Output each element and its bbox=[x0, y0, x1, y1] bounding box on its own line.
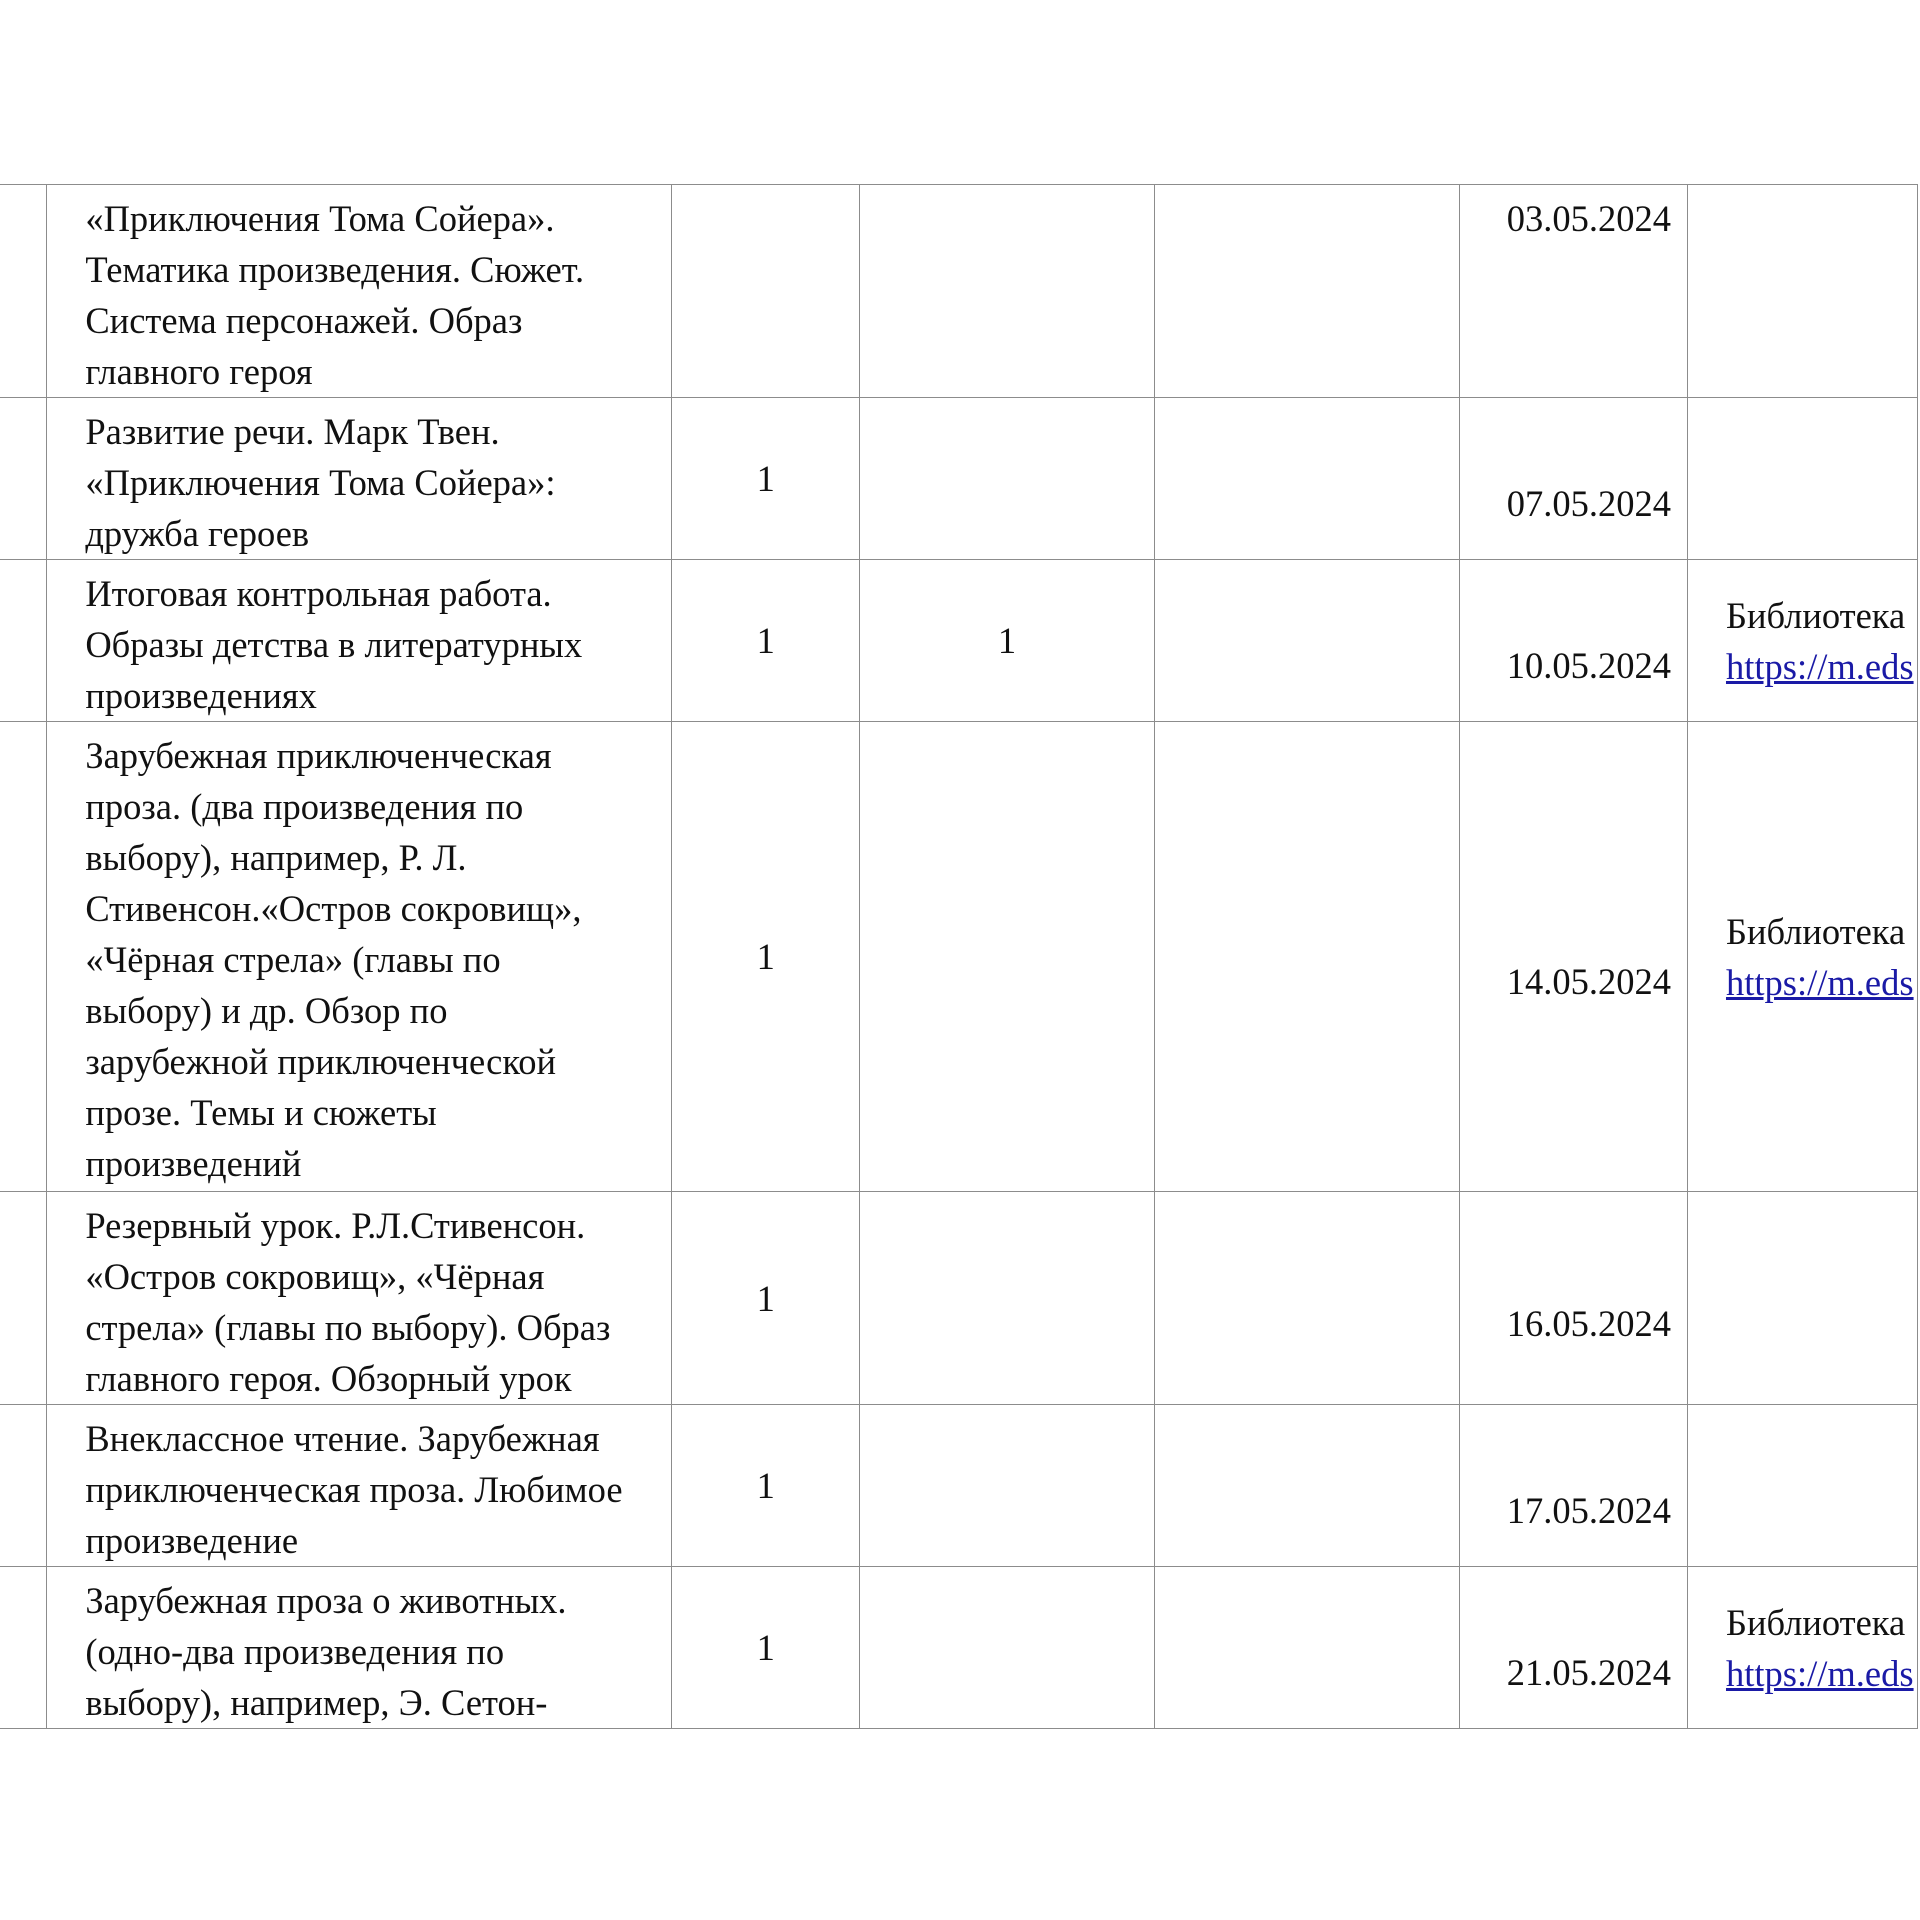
topic-cell bbox=[47, 722, 672, 1192]
control-work-cell bbox=[860, 722, 1155, 1192]
resource-cell bbox=[1687, 185, 1917, 398]
practical-work-cell bbox=[1155, 722, 1460, 1192]
hours-cell: 1 bbox=[672, 1567, 860, 1729]
row-number-cell bbox=[0, 1567, 47, 1729]
topic-text: «Приключения Тома Сойера». Тематика произведения. Сюжет. Система персонажей. Образ главного героя bbox=[85, 198, 585, 392]
table-row bbox=[0, 560, 1918, 722]
practical-work-cell bbox=[1155, 1192, 1460, 1405]
date-cell bbox=[1459, 1192, 1687, 1405]
resource-cell bbox=[1687, 1405, 1917, 1567]
control-work-cell bbox=[860, 1567, 1155, 1729]
practical-work-cell bbox=[1155, 398, 1460, 560]
date-cell bbox=[1459, 1567, 1687, 1729]
lesson-date: 16.05.2024 bbox=[1506, 1302, 1671, 1344]
resource-label: Библиотека bbox=[1725, 594, 1906, 636]
table-row bbox=[0, 1192, 1918, 1405]
practical-work-cell bbox=[1155, 1405, 1460, 1567]
resource-link[interactable]: https://m.eds bbox=[1725, 1652, 1914, 1694]
topic-text: Развитие речи. Марк Твен. «Приключения Тома Сойера»: дружба героев bbox=[85, 411, 556, 554]
row-number-cell bbox=[0, 185, 47, 398]
resource-link[interactable]: https://m.eds bbox=[1725, 645, 1914, 687]
topic-text: Резервный урок. Р.Л.Стивенсон. «Остров сокровищ», «Чёрная стрела» (главы по выбору). Образ главного героя. Обзорный урок bbox=[85, 1205, 611, 1399]
hours-cell: 1 bbox=[672, 722, 860, 1192]
practical-work-cell bbox=[1155, 185, 1460, 398]
row-number-cell bbox=[0, 1405, 47, 1567]
resource-label: Библиотека bbox=[1725, 1601, 1906, 1643]
row-number-cell bbox=[0, 1192, 47, 1405]
control-work-cell: 1 bbox=[860, 560, 1155, 722]
resource-label: Библиотека bbox=[1725, 910, 1906, 952]
topic-cell bbox=[47, 185, 672, 398]
topic-cell bbox=[47, 1567, 672, 1729]
table-row bbox=[0, 398, 1918, 560]
date-cell bbox=[1459, 560, 1687, 722]
hours-cell bbox=[672, 185, 860, 398]
resource-link[interactable]: https://m.eds bbox=[1725, 961, 1914, 1003]
topic-cell bbox=[47, 1405, 672, 1567]
lesson-date: 21.05.2024 bbox=[1506, 1652, 1671, 1693]
date-cell bbox=[1459, 185, 1687, 398]
practical-work-cell bbox=[1155, 560, 1460, 722]
control-work-cell bbox=[860, 398, 1155, 560]
lesson-date: 17.05.2024 bbox=[1506, 1490, 1671, 1531]
table-row bbox=[0, 1405, 1918, 1567]
lesson-date: 03.05.2024 bbox=[1506, 198, 1671, 239]
practical-work-cell bbox=[1155, 1567, 1460, 1729]
lesson-date: 07.05.2024 bbox=[1506, 483, 1671, 524]
topic-text: Зарубежная проза о животных. (одно-два произведения по выбору), например, Э. Сетон- bbox=[85, 1580, 567, 1723]
table-row bbox=[0, 722, 1918, 1192]
resource-cell bbox=[1687, 398, 1917, 560]
hours-cell: 1 bbox=[672, 560, 860, 722]
control-work-cell bbox=[860, 185, 1155, 398]
hours-cell: 1 bbox=[672, 398, 860, 560]
topic-cell bbox=[47, 560, 672, 722]
resource-cell bbox=[1687, 722, 1917, 1192]
lesson-plan-table bbox=[0, 184, 1918, 1729]
topic-text: Зарубежная приключенческая проза. (два произведения по выбору), например, Р. Л. Стивенсон.«Остров сокровищ», «Чёрная стрела» (главы по выбору) и др. Обзор по зарубежной приключенческой прозе. Темы и сюжеты произведений bbox=[85, 735, 582, 1184]
date-cell bbox=[1459, 722, 1687, 1192]
lesson-plan-body bbox=[0, 185, 1918, 1729]
resource-cell bbox=[1687, 1192, 1917, 1405]
resource-cell bbox=[1687, 560, 1917, 722]
lesson-date: 10.05.2024 bbox=[1506, 645, 1671, 686]
hours-cell: 1 bbox=[672, 1192, 860, 1405]
control-work-cell bbox=[860, 1192, 1155, 1405]
table-row bbox=[0, 1567, 1918, 1729]
topic-text: Итоговая контрольная работа. Образы детства в литературных произведениях bbox=[85, 573, 583, 716]
resource-cell bbox=[1687, 1567, 1917, 1729]
table-row bbox=[0, 185, 1918, 398]
topic-cell bbox=[47, 398, 672, 560]
row-number-cell bbox=[0, 722, 47, 1192]
date-cell bbox=[1459, 1405, 1687, 1567]
topic-text: Внеклассное чтение. Зарубежная приключенческая проза. Любимое произведение bbox=[85, 1418, 623, 1561]
lesson-date: 14.05.2024 bbox=[1506, 961, 1671, 1002]
control-work-cell bbox=[860, 1405, 1155, 1567]
hours-cell: 1 bbox=[672, 1405, 860, 1567]
row-number-cell bbox=[0, 560, 47, 722]
row-number-cell bbox=[0, 398, 47, 560]
date-cell bbox=[1459, 398, 1687, 560]
topic-cell bbox=[47, 1192, 672, 1405]
